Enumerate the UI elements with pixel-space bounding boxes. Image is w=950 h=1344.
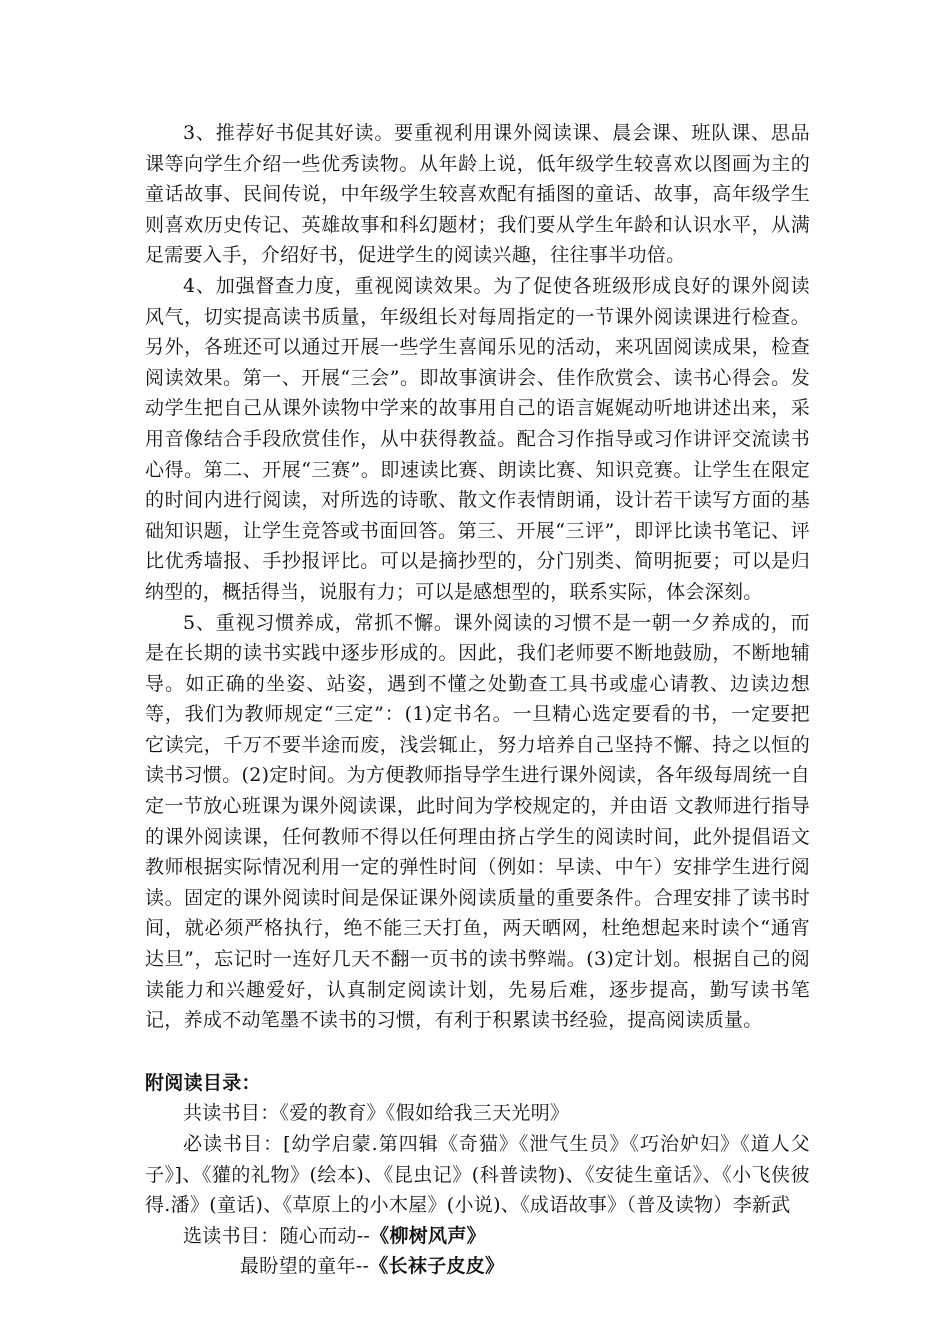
paragraph-3: 3、推荐好书促其好读。要重视利用课外阅读课、晨会课、班队课、思品课等向学生介绍一些优秀读物。从年龄上说，低年级学生较喜欢以图画为主的童话故事、民间传说，中年级学生较喜欢配有插图的童话、故事，高年级学生则喜欢历史传记、英雄故事和科幻题材；我们要从学生年龄和认识水平，从满足需要入手，介绍好书，促进学生的阅读兴趣，往往事半功倍。 (145, 122, 810, 267)
reading-list (145, 1068, 810, 1282)
reading-list-title: 附阅读目录： (145, 1071, 261, 1094)
document-page (145, 118, 810, 1282)
required-reading: 必读书目：[幼学启蒙.第四辑《奇猫》《泄气生员》《巧治妒妇》《道人父子》]、《獾的礼物》(绘本)、《昆虫记》(科普读物)、《安徒生童话》、《小飞侠彼得.潘》(童话)、《草原上的小木屋》(小说)、《成语故事》（普及读物）李新武 (145, 1133, 810, 1217)
paragraph-4: 4、加强督查力度，重视阅读效果。为了促使各班级形成良好的课外阅读风气，切实提高读书质量，年级组长对每周指定的一节课外阅读课进行检查。另外，各班还可以通过开展一些学生喜闻乐见的活动，来巩固阅读成果，检查阅读效果。第一、开展“三会”。即故事演讲会、佳作欣赏会、读书心得会。发动学生把自己从课外读物中学来的故事用自己的语言娓娓动听地讲述出来，采用音像结合手段欣赏佳作，从中获得教益。配合习作指导或习作讲评交流读书心得。第二、开展“三赛”。即速读比赛、朗读比赛、知识竞赛。让学生在限定的时间内进行阅读，对所选的诗歌、散文作表情朗诵，设计若干读写方面的基础知识题，让学生竞答或书面回答。第三、开展“三评”，即评比读书笔记、评比优秀墙报、手抄报评比。可以是摘抄型的，分门别类、简明扼要；可以是归纳型的，概括得当，说服有力；可以是感想型的，联系实际，体会深刻。 (145, 274, 810, 603)
elective-reading-1 (145, 1221, 810, 1252)
elective-reading-2 (145, 1251, 810, 1282)
elective-book-2: 《长袜子皮皮》 (369, 1255, 505, 1278)
shared-reading: 共读书目：《爱的教育》《假如给我三天光明》 (183, 1102, 570, 1125)
elective-line2-prefix: 最盼望的童年-- (240, 1255, 370, 1278)
elective-prefix: 选读书目：随心而动-- (183, 1224, 371, 1247)
elective-book-1: 《柳树风声》 (370, 1224, 486, 1247)
paragraph-5: 5、重视习惯养成，常抓不懈。课外阅读的习惯不是一朝一夕养成的，而是在长期的读书实践中逐步形成的。因此，我们老师要不断地鼓励，不断地辅导。如正确的坐姿、站姿，遇到不懂之处勤查工具书或虚心请教、边读边想等，我们为教师规定“三定”：(1)定书名。一旦精心选定要看的书，一定要把它读完，千万不要半途而废，浅尝辄止，努力培养自己坚持不懈、持之以恒的读书习惯。(2)定时间。为方便教师指导学生进行课外阅读，各年级每周统一自定一节放心班课为课外阅读课，此时间为学校规定的，并由语 文教师进行指导的课外阅读课，任何教师不得以任何理由挤占学生的阅读时间，此外提倡语文教师根据实际情况利用一定的弹性时间（例如：早读、中午）安排学生进行阅读。固定的课外阅读时间是保证课外阅读质量的重要条件。合理安排了读书时间，就必须严格执行，绝不能三天打鱼，两天晒网，杜绝想起来时读个“通宵达旦”，忘记时一连好几天不翻一页书的读书弊端。(3)定计划。根据自己的阅读能力和兴趣爱好，认真制定阅读计划，先易后难，逐步提高，勤写读书笔记，养成不动笔墨不读书的习惯，有利于积累读书经验，提高阅读质量。 (145, 611, 810, 1032)
